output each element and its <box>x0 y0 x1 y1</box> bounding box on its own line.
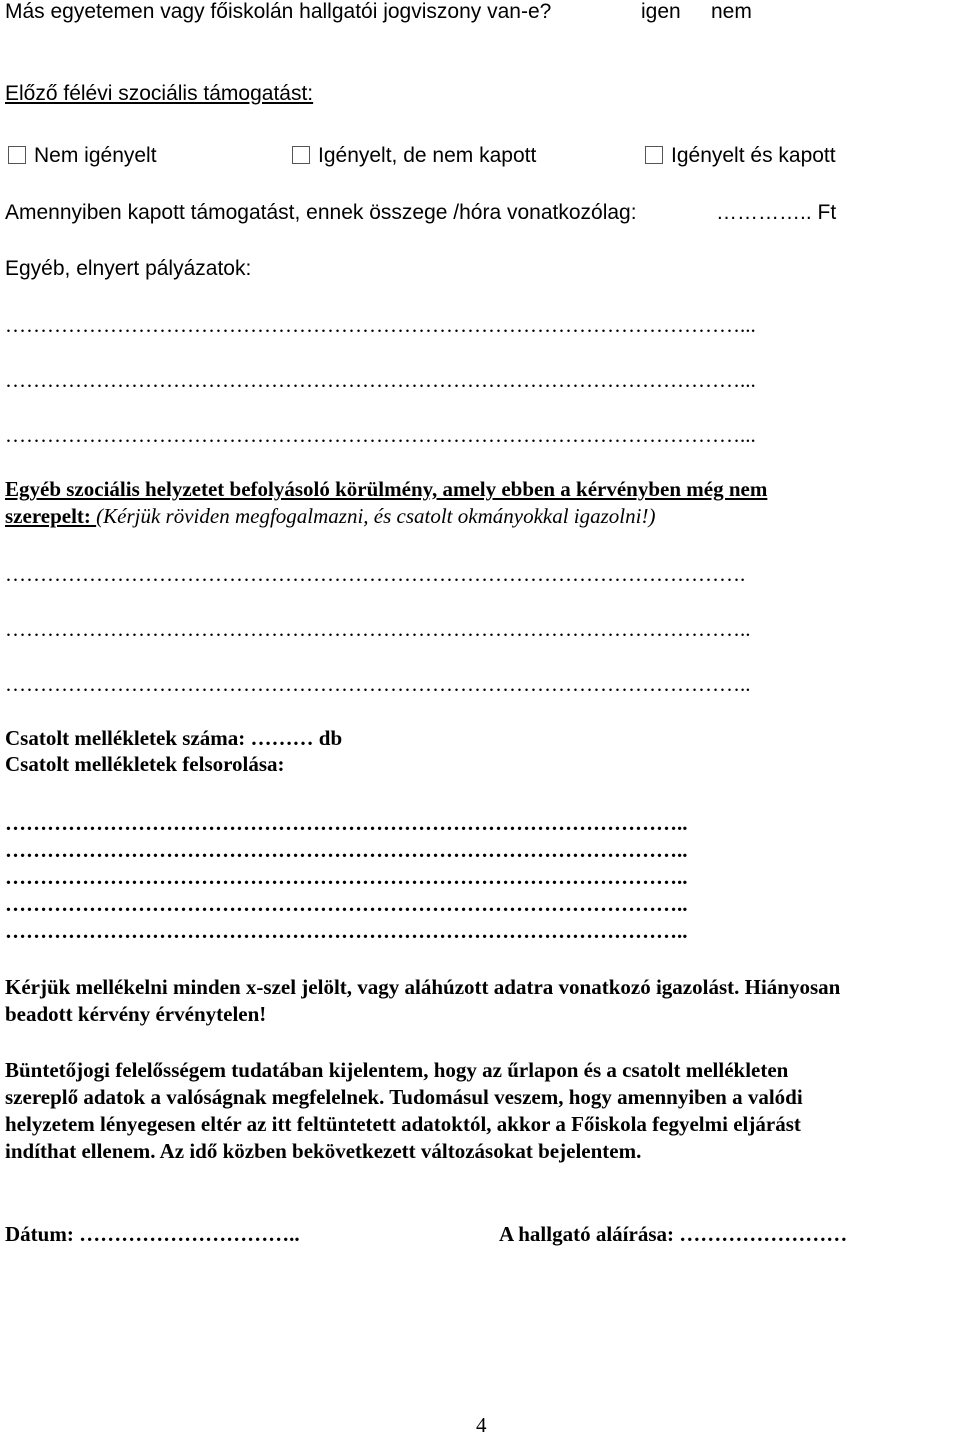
circumstance-line-2[interactable]: …………………………………………………………………………………………….. <box>5 617 751 641</box>
other-grants-line-2[interactable]: ……………………………………………………………………………………………... <box>5 368 756 392</box>
attachments-count-row <box>5 726 342 751</box>
option-not-requested-label: Nem igényelt <box>34 144 157 167</box>
declaration-line-4: indíthat ellenem. Az idő közben bekövetkezett változásokat bejelentem. <box>5 1139 642 1163</box>
attachments-count-field[interactable]: ……… db <box>250 726 343 750</box>
page-number: 4 <box>476 1413 487 1437</box>
other-grants-label: Egyéb, elnyert pályázatok: <box>5 257 252 280</box>
checkbox-not-requested[interactable] <box>8 146 26 164</box>
option-requested-not-received-label: Igényelt, de nem kapott <box>318 144 537 167</box>
signature-field[interactable]: …………………… <box>679 1222 848 1246</box>
date-field[interactable]: ………………………….. <box>79 1222 300 1246</box>
circumstance-heading-line-2 <box>5 504 655 529</box>
amount-field[interactable]: ………….. Ft <box>716 201 837 224</box>
notice-line-1: Kérjük mellékelni minden x-szel jelölt, vagy aláhúzott adatra vonatkozó igazolást. Hiányosan <box>5 975 841 999</box>
other-grants-line-3[interactable]: ……………………………………………………………………………………………... <box>5 423 756 447</box>
prev-support-heading: Előző félévi szociális támogatást: <box>5 82 314 105</box>
circumstance-line-3[interactable]: …………………………………………………………………………………………….. <box>5 672 751 696</box>
circumstance-heading-word: szerepelt: <box>5 504 97 528</box>
option-requested-not-received[interactable] <box>292 144 536 168</box>
enrollment-option-yes[interactable]: igen <box>641 0 681 23</box>
attachments-line-4[interactable]: …………………………………………………………………………………….. <box>5 892 688 916</box>
enrollment-question <box>5 0 551 24</box>
circumstance-heading-line-1: Egyéb szociális helyzetet befolyásoló körülmény, amely ebben a kérvényben még nem <box>5 477 768 501</box>
declaration-line-2: szereplő adatok a valóságnak megfelelnek. Tudomásul veszem, hogy amennyiben a valódi <box>5 1085 803 1109</box>
option-not-requested[interactable] <box>8 144 157 168</box>
amount-label: Amennyiben kapott támogatást, ennek összege /hóra vonatkozólag: <box>5 201 637 224</box>
attachments-line-1[interactable]: …………………………………………………………………………………….. <box>5 811 688 835</box>
declaration-line-1: Büntetőjogi felelősségem tudatában kijelentem, hogy az űrlapon és a csatolt mellékleten <box>5 1058 789 1082</box>
attachments-line-5[interactable]: …………………………………………………………………………………….. <box>5 919 688 943</box>
enrollment-option-no[interactable]: nem <box>711 0 752 23</box>
option-requested-received[interactable] <box>645 144 836 168</box>
circumstance-line-1[interactable]: ……………………………………………………………………………………………. <box>5 562 746 586</box>
date-row <box>5 1222 300 1247</box>
attachments-list-label: Csatolt mellékletek felsorolása: <box>5 752 285 776</box>
notice-line-2: beadott kérvény érvénytelen! <box>5 1002 267 1026</box>
signature-row <box>499 1222 847 1247</box>
enrollment-question-text: Más egyetemen vagy főiskolán hallgatói jogviszony van-e? <box>5 0 552 23</box>
checkbox-requested-received[interactable] <box>645 146 663 164</box>
declaration-line-3: helyzetem lényegesen eltér az itt feltüntetett adatoktól, akkor a Főiskola fegyelmi eljárást <box>5 1112 801 1136</box>
attachments-line-2[interactable]: …………………………………………………………………………………….. <box>5 838 688 862</box>
checkbox-requested-not-received[interactable] <box>292 146 310 164</box>
other-grants-line-1[interactable]: ……………………………………………………………………………………………... <box>5 313 756 337</box>
signature-label: A hallgató aláírása: <box>499 1222 680 1246</box>
attachments-count-label: Csatolt mellékletek száma: <box>5 726 251 750</box>
option-requested-received-label: Igényelt és kapott <box>671 144 836 167</box>
date-label: Dátum: <box>5 1222 80 1246</box>
circumstance-note: (Kérjük röviden megfogalmazni, és csatolt okmányokkal igazolni!) <box>96 504 656 528</box>
attachments-line-3[interactable]: …………………………………………………………………………………….. <box>5 865 688 889</box>
